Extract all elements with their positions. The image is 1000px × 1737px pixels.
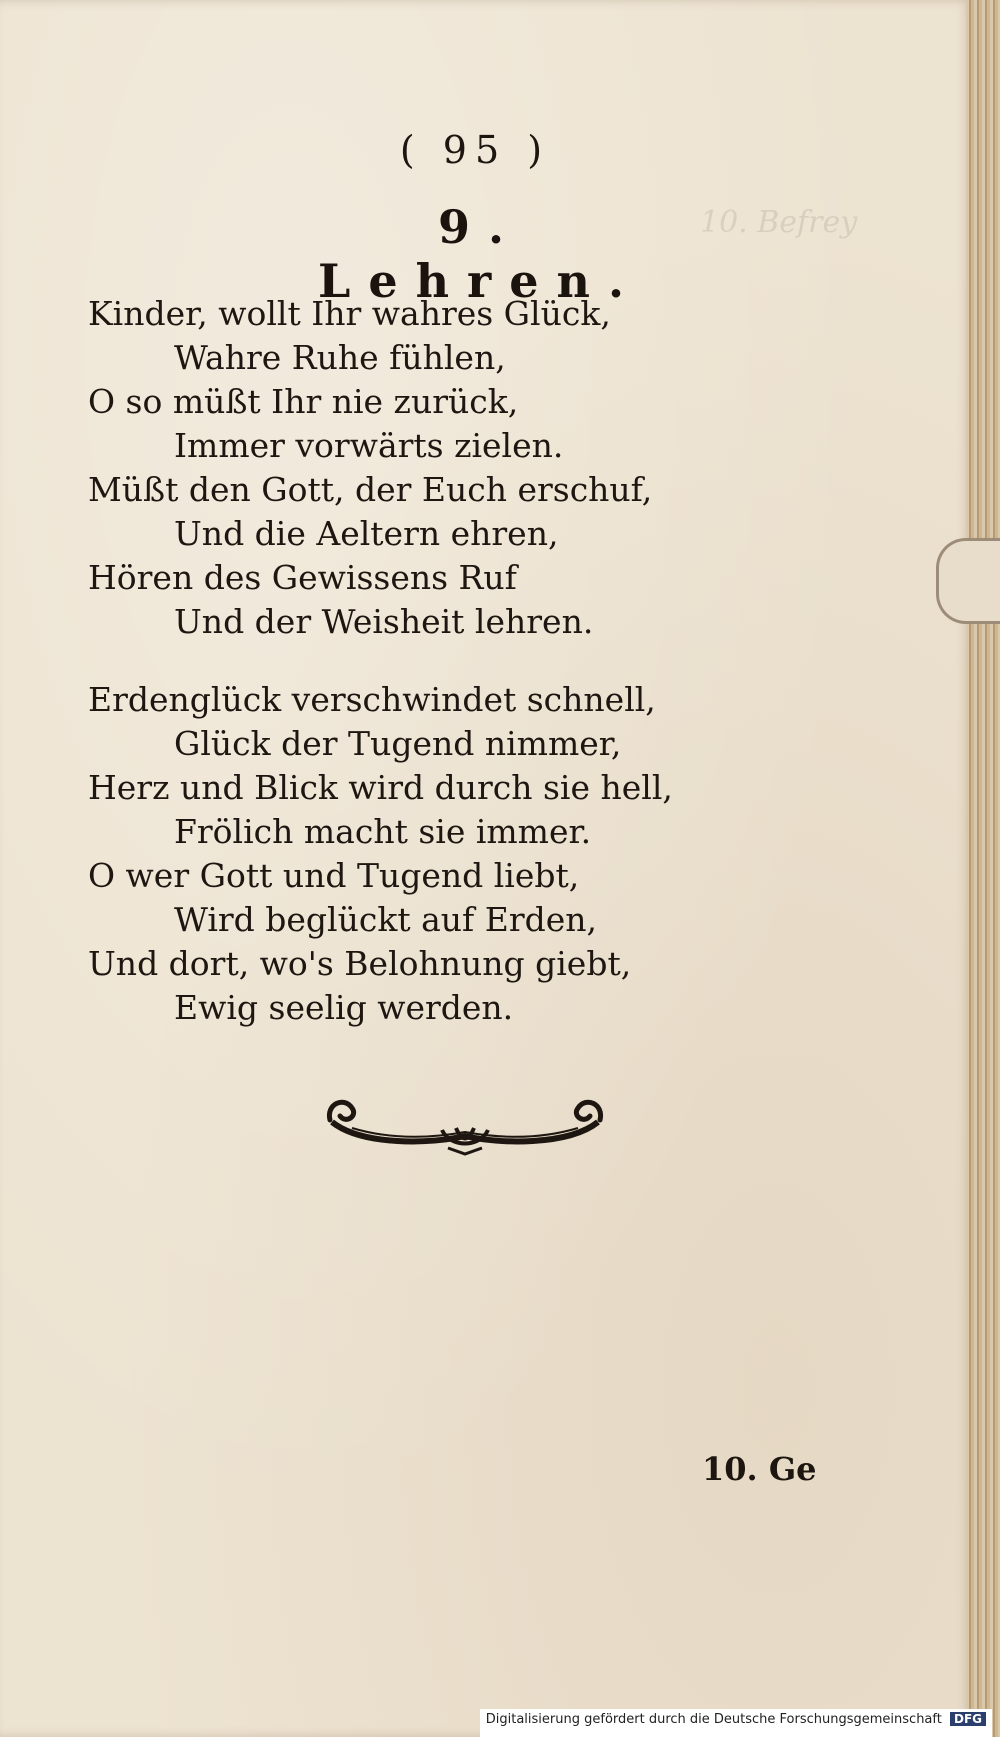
verse-line: Und die Aeltern ehren, xyxy=(174,514,559,553)
verse-line: Frölich macht sie immer. xyxy=(174,812,592,851)
page-edges xyxy=(966,0,1000,1737)
verse-line: Wird beglückt auf Erden, xyxy=(174,900,597,939)
footer-text: Digitalisierung gefördert durch die Deutsche Forschungsgemeinschaft xyxy=(485,1712,942,1727)
verse-line: O so müßt Ihr nie zurück, xyxy=(88,382,519,421)
poem-title: 9. Lehren. xyxy=(317,200,642,308)
verse-line: Müßt den Gott, der Euch erschuf, xyxy=(88,470,653,509)
verse-line: Herz und Blick wird durch sie hell, xyxy=(88,768,673,807)
verse-line: Glück der Tugend nimmer, xyxy=(174,724,622,763)
verse-line: Ewig seelig werden. xyxy=(174,988,514,1027)
verse-line: Und der Weisheit lehren. xyxy=(174,602,594,641)
show-through-text: 10. Befrey xyxy=(700,205,858,240)
verse-line: Hören des Gewissens Ruf xyxy=(88,558,517,597)
page-number: ( 95 ) xyxy=(399,128,551,172)
bookmark-tab xyxy=(936,538,1000,624)
catchword: 10. Ge xyxy=(702,1450,817,1488)
stanza-1 xyxy=(88,292,653,644)
verse-line: O wer Gott und Tugend liebt, xyxy=(88,856,580,895)
verse-line: Erdenglück verschwindet schnell, xyxy=(88,680,656,719)
dfg-logo: DFG xyxy=(950,1712,986,1726)
digitization-footer xyxy=(480,1709,992,1737)
verse-line: Wahre Ruhe fühlen, xyxy=(174,338,506,377)
stanza-2 xyxy=(88,678,673,1030)
verse-line: Kinder, wollt Ihr wahres Glück, xyxy=(88,294,611,333)
verse-line: Immer vorwärts zielen. xyxy=(174,426,564,465)
ornament-icon xyxy=(322,1090,608,1156)
verse-line: Und dort, wo's Belohnung giebt, xyxy=(88,944,632,983)
